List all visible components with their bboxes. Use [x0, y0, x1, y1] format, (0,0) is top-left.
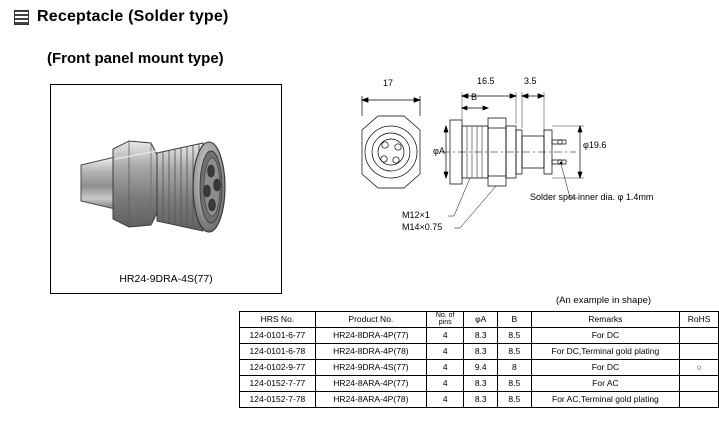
section-header [14, 8, 229, 26]
cell-pins: 4 [426, 328, 464, 344]
th-hrs-no: HRS No. [240, 312, 316, 328]
cell-rohs [680, 328, 719, 344]
photo-caption: HR24-9DRA-4S(77) [119, 273, 213, 285]
dim-phi-19-6: φ19.6 [583, 140, 607, 150]
cell-phi-a: 8.3 [464, 392, 498, 408]
dim-b: B [471, 92, 478, 102]
cell-rohs [680, 392, 719, 408]
table-row [240, 392, 719, 408]
cell-remarks: For DC [531, 328, 680, 344]
solder-note: Solder spot inner dia. φ 1.4mm [530, 192, 654, 202]
thread-m12: M12×1 [402, 210, 430, 220]
cell-b: 8.5 [498, 344, 532, 360]
th-pins-line2: pins [438, 318, 452, 326]
cell-b: 8.5 [498, 328, 532, 344]
spec-table-wrapper [239, 311, 719, 408]
example-shape-note: (An example in shape) [556, 295, 652, 306]
cell-remarks: For DC,Terminal gold plating [531, 344, 680, 360]
cell-hrs-no: 124-0152-7-77 [240, 376, 316, 392]
cell-product-no: HR24-9DRA-4S(77) [315, 360, 426, 376]
cell-product-no: HR24-8ARA-4P(77) [315, 376, 426, 392]
cell-hrs-no: 124-0152-7-78 [240, 392, 316, 408]
spec-table [239, 311, 719, 408]
dim-phi-a: φA [433, 146, 445, 156]
page-title: Receptacle (Solder type) [37, 8, 229, 25]
cell-remarks: For AC,Terminal gold plating [531, 392, 680, 408]
cell-phi-a: 8.3 [464, 328, 498, 344]
th-product-no: Product No. [315, 312, 426, 328]
cell-rohs: ○ [680, 360, 719, 376]
cell-b: 8 [498, 360, 532, 376]
table-row [240, 376, 719, 392]
cell-phi-a: 8.3 [464, 344, 498, 360]
cell-remarks: For AC [531, 376, 680, 392]
cell-pins: 4 [426, 344, 464, 360]
thread-m14: M14×0.75 [402, 222, 443, 232]
cell-product-no: HR24-8ARA-4P(78) [315, 392, 426, 408]
th-phi-a: φA [464, 312, 498, 328]
connector-photo [75, 113, 260, 248]
table-header-row [240, 312, 719, 328]
photo-box [50, 84, 282, 294]
cell-pins: 4 [426, 376, 464, 392]
cell-product-no: HR24-8DRA-4P(77) [315, 328, 426, 344]
th-no-of-pins [426, 312, 464, 328]
technical-drawing [330, 70, 710, 250]
th-b: B [498, 312, 532, 328]
cell-rohs [680, 376, 719, 392]
dim-17: 17 [383, 78, 394, 88]
table-row [240, 328, 719, 344]
cell-phi-a: 8.3 [464, 376, 498, 392]
dim-16-5: 16.5 [477, 76, 495, 86]
cell-hrs-no: 124-0102-9-77 [240, 360, 316, 376]
th-remarks: Remarks [531, 312, 680, 328]
cell-b: 8.5 [498, 376, 532, 392]
cell-remarks: For DC [531, 360, 680, 376]
table-row [240, 344, 719, 360]
table-row [240, 360, 719, 376]
th-rohs: RoHS [680, 312, 719, 328]
subtitle: (Front panel mount type) [47, 50, 224, 67]
cell-pins: 4 [426, 360, 464, 376]
cell-phi-a: 9.4 [464, 360, 498, 376]
hatched-square-icon [14, 10, 29, 25]
cell-hrs-no: 124-0101-6-78 [240, 344, 316, 360]
cell-b: 8.5 [498, 392, 532, 408]
drawing-svg [330, 70, 710, 250]
th-pins-line1: No. of [435, 312, 455, 319]
cell-product-no: HR24-8DRA-4P(78) [315, 344, 426, 360]
cell-rohs [680, 344, 719, 360]
cell-pins: 4 [426, 392, 464, 408]
dim-3-5: 3.5 [524, 76, 537, 86]
cell-hrs-no: 124-0101-6-77 [240, 328, 316, 344]
